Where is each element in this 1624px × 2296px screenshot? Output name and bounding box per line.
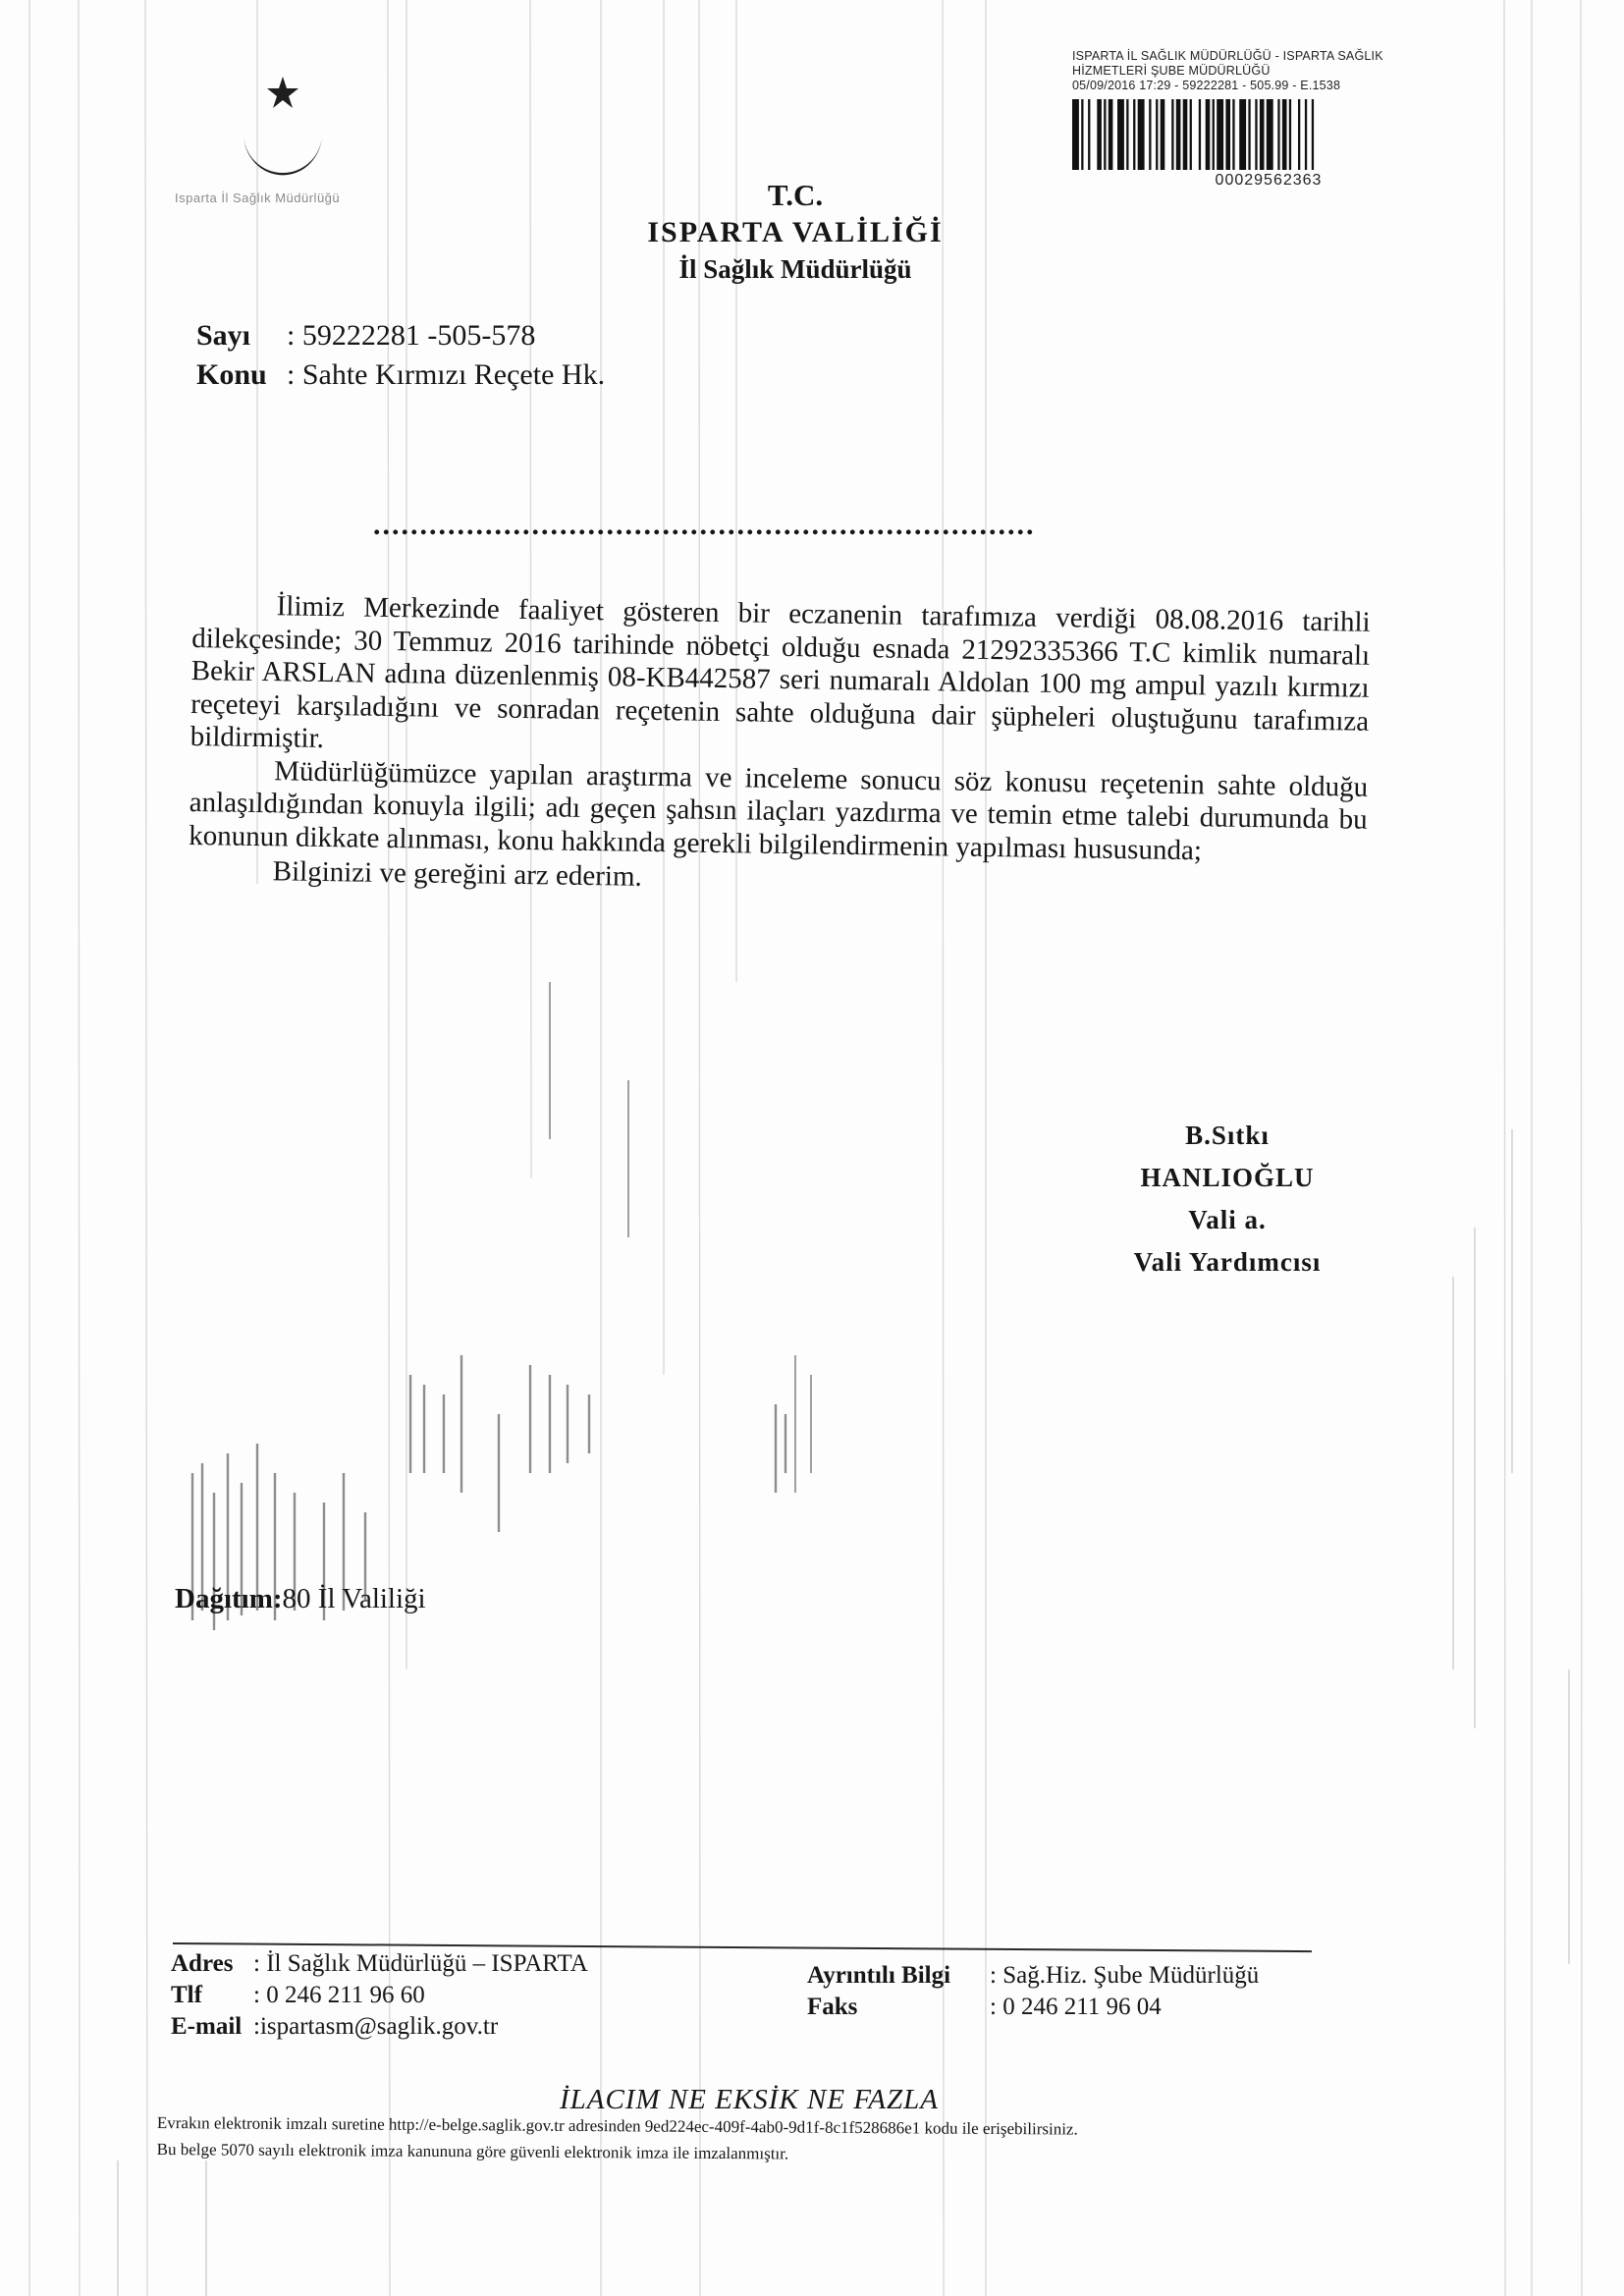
distribution-value: 80 İl Valiliği xyxy=(282,1583,426,1614)
barcode-bar xyxy=(1260,99,1265,170)
barcode-bar xyxy=(1298,99,1300,170)
stamp-line-2: HİZMETLERİ ŞUBE MÜDÜRLÜĞÜ xyxy=(1072,64,1271,78)
barcode-bar xyxy=(1312,99,1314,170)
barcode-bar xyxy=(1081,99,1083,170)
header-directorate: İl Sağlık Müdürlüğü xyxy=(678,254,912,284)
barcode-bar xyxy=(1117,99,1124,170)
footer-detail-row xyxy=(807,1960,1259,1992)
distribution xyxy=(175,1583,426,1615)
konu-row xyxy=(196,355,605,395)
email-label: E-mail xyxy=(171,2013,243,2040)
barcode-bar xyxy=(1305,99,1307,170)
adres-label: Adres xyxy=(171,1950,234,1977)
barcode-bar xyxy=(1088,99,1090,170)
header-tc: T.C. xyxy=(767,178,824,212)
logo-caption: Isparta İl Sağlık Müdürlüğü xyxy=(175,191,341,205)
document-meta xyxy=(196,316,605,395)
fax-label: Faks xyxy=(807,1994,858,2020)
sayi-row xyxy=(196,316,605,355)
email-value[interactable]: :ispartasm@saglik.gov.tr xyxy=(253,2013,499,2040)
header-governorship: ISPARTA VALİLİĞİ xyxy=(647,216,944,248)
signatory-title: Vali Yardımcısı xyxy=(1133,1247,1322,1277)
footer-fax-row xyxy=(807,1992,1259,2023)
letter-body xyxy=(188,589,1370,904)
body-paragraph-2: Müdürlüğümüzce yapılan araştırma ve inceleme sonucu söz konusu reçetenin sahte olduğu anlaşıldığından konuyla ilgili; adı geçen şahsın ilaçları yazdırma ve temin etme talebi durumunda bu konunun dikkate alınması, konu hakkında gerekli bilgilendirmenin yapılması hususunda; xyxy=(189,754,1369,866)
barcode-bar xyxy=(1255,99,1257,170)
detail-label: Ayrıntılı Bilgi xyxy=(807,1962,951,1989)
stamp-line-1: ISPARTA İL SAĞLIK MÜDÜRLÜĞÜ - ISPARTA SAĞLIK xyxy=(1072,49,1383,63)
barcode-bar xyxy=(1239,99,1246,170)
footer-details xyxy=(807,1960,1259,2023)
detail-value: : Sağ.Hiz. Şube Müdürlüğü xyxy=(990,1962,1260,1989)
barcode-bar xyxy=(1171,99,1173,170)
barcode-bar xyxy=(1217,99,1223,170)
e-signature-line-1: Evrakın elektronik imzalı suretine http://e-belge.saglik.gov.tr adresinden 9ed224ec-409f-4ab0-9d1f-8c1f528686e1 kodu ile erişebilirsiniz. xyxy=(156,2113,1078,2139)
e-signature-notice xyxy=(157,2109,1384,2171)
barcode-bar xyxy=(1277,99,1279,170)
barcode-bar xyxy=(1097,99,1102,170)
tlf-label: Tlf xyxy=(171,1982,202,2008)
barcode-bar xyxy=(1190,99,1192,170)
barcode-bar xyxy=(1183,99,1188,170)
barcode-bar xyxy=(1109,99,1113,170)
signatory-name: B.Sıtkı HANLIOĞLU xyxy=(1140,1121,1315,1192)
barcode-bar xyxy=(1282,99,1287,170)
barcode-bar xyxy=(1133,99,1135,170)
barcode-bar xyxy=(1176,99,1181,170)
signature-block xyxy=(1100,1115,1355,1284)
barcode-bar xyxy=(1248,99,1250,170)
barcode-bar xyxy=(1225,99,1230,170)
stamp-number: 00029562363 xyxy=(1215,172,1323,189)
barcode xyxy=(1072,99,1465,170)
footer-address-row xyxy=(171,1948,588,1980)
sayi-label: Sayı xyxy=(196,319,251,352)
barcode-bar xyxy=(1161,99,1165,170)
barcode-bar xyxy=(1213,99,1215,170)
motto: İLACIM NE EKSİK NE FAZLA xyxy=(560,2084,939,2115)
barcode-bar xyxy=(1138,99,1145,170)
konu-label: Konu xyxy=(196,358,267,391)
registry-stamp xyxy=(1072,49,1485,190)
barcode-bar xyxy=(1126,99,1128,170)
distribution-label: Dağıtım: xyxy=(175,1583,283,1614)
footer-phone-row xyxy=(171,1980,588,2011)
footer-email-row xyxy=(171,2011,588,2043)
barcode-bar xyxy=(1289,99,1291,170)
ministry-logo xyxy=(206,47,353,194)
barcode-bar xyxy=(1156,99,1158,170)
barcode-bar xyxy=(1267,99,1273,170)
barcode-bar xyxy=(1206,99,1211,170)
tlf-value: : 0 246 211 96 60 xyxy=(253,1982,425,2008)
e-signature-line-2: Bu belge 5070 sayılı elektronik imza kanununa göre güvenli elektronik imza ile imzalanmıştır. xyxy=(156,2139,789,2163)
addressee-line: ....................................................................... xyxy=(373,509,1036,541)
footer-contact xyxy=(171,1948,588,2043)
konu-value: : Sahte Kırmızı Reçete Hk. xyxy=(287,358,606,391)
stamp-line-3: 05/09/2016 17:29 - 59222281 - 505.99 - E.1538 xyxy=(1072,79,1341,92)
sayi-value: : 59222281 -505-578 xyxy=(287,319,536,352)
barcode-bar xyxy=(1072,99,1079,170)
barcode-bar xyxy=(1199,99,1201,170)
signatory-authority: Vali a. xyxy=(1188,1205,1267,1234)
adres-value: : İl Sağlık Müdürlüğü – ISPARTA xyxy=(253,1950,588,1977)
closing-line: Bilginizi ve gereğini arz ederim. xyxy=(272,855,643,893)
barcode-bar xyxy=(1104,99,1106,170)
fax-value: : 0 246 211 96 04 xyxy=(990,1994,1162,2020)
barcode-bar xyxy=(1232,99,1234,170)
letterhead xyxy=(550,177,1041,287)
barcode-bar xyxy=(1149,99,1151,170)
body-paragraph-1: İlimiz Merkezinde faaliyet gösteren bir eczanenin tarafımıza verdiği 08.08.2016 tarihli dilekçesinde; 30 Temmuz 2016 tarihinde nöbetçi olduğu esnada 21292335366 T.C kimlik numaralı Bekir ARSLAN adına düzenlenmiş 08-KB442587 seri numaralı Aldolan 100 mg ampul yazılı kırmızı reçeteyi karşıladığını ve sonradan reçetenin sahte olduğuna dair şüpheleri oluştuğunu tarafımıza bildirmiştir. xyxy=(189,590,1371,755)
crescent-star-emblem-icon xyxy=(206,47,353,194)
